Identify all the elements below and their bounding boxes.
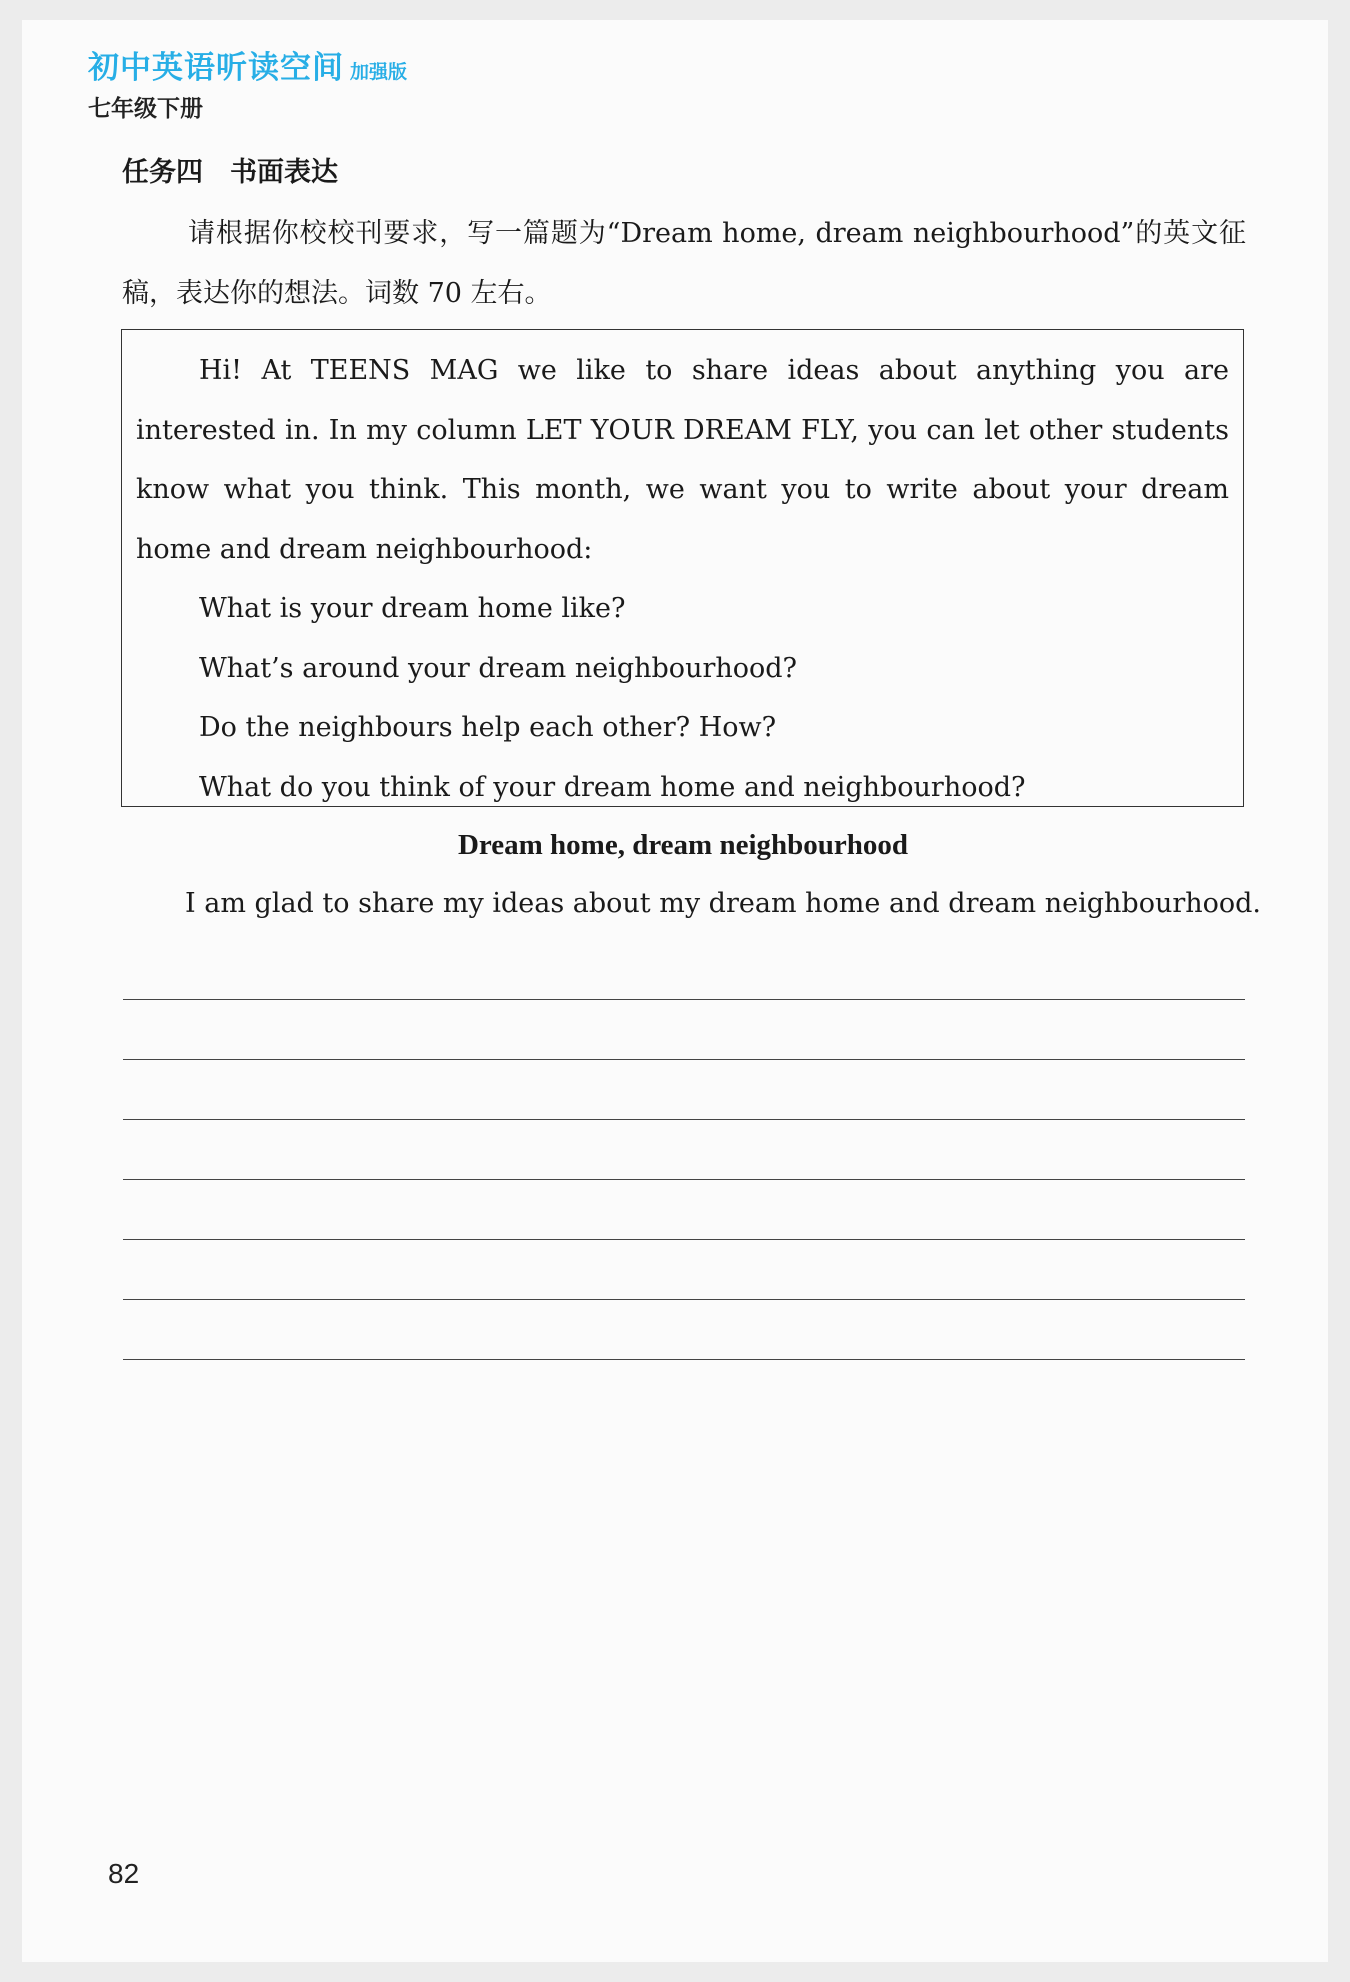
prompt-question-1: What is your dream home like? xyxy=(199,593,626,624)
writing-line xyxy=(123,1299,1245,1300)
prompt-question-3: Do the neighbours help each other? How? xyxy=(199,712,777,743)
essay-title: Dream home, dream neighbourhood xyxy=(457,829,909,861)
writing-line xyxy=(123,1119,1245,1120)
prompt-paragraph: Hi! At TEENS MAG we like to share ideas about anything you are interested in. In my column LET YOUR DREAM FLY, you can let other students know what you think. This month, we want you to write about your dream home and dream neighbourhood: xyxy=(136,355,1229,565)
prompt-question-4: What do you think of your dream home and neighbourhood? xyxy=(199,771,1026,803)
essay-opening-sentence: I am glad to share my ideas about my dream home and dream neighbourhood. xyxy=(185,888,1262,919)
prompt-question-2: What’s around your dream neighbourhood? xyxy=(199,652,798,684)
series-title-text: 初中英语听读空间 xyxy=(88,50,344,86)
task-instruction: 请根据你校校刊要求，写一篇题为“Dream home, dream neighbourhood”的英文征稿，表达你的想法。词数 70 左右。 xyxy=(122,218,1246,309)
prompt-box xyxy=(121,329,1244,807)
task-heading: 任务四 书面表达 xyxy=(122,157,338,188)
edition-label: 加强版 xyxy=(350,61,408,83)
writing-line xyxy=(123,999,1245,1000)
writing-line xyxy=(123,1059,1245,1060)
writing-line xyxy=(123,1359,1245,1360)
page-number: 82 xyxy=(108,1858,140,1889)
grade-label: 七年级下册 xyxy=(88,96,203,122)
writing-line xyxy=(123,1239,1245,1240)
series-title xyxy=(88,42,407,87)
writing-line xyxy=(123,1179,1245,1180)
